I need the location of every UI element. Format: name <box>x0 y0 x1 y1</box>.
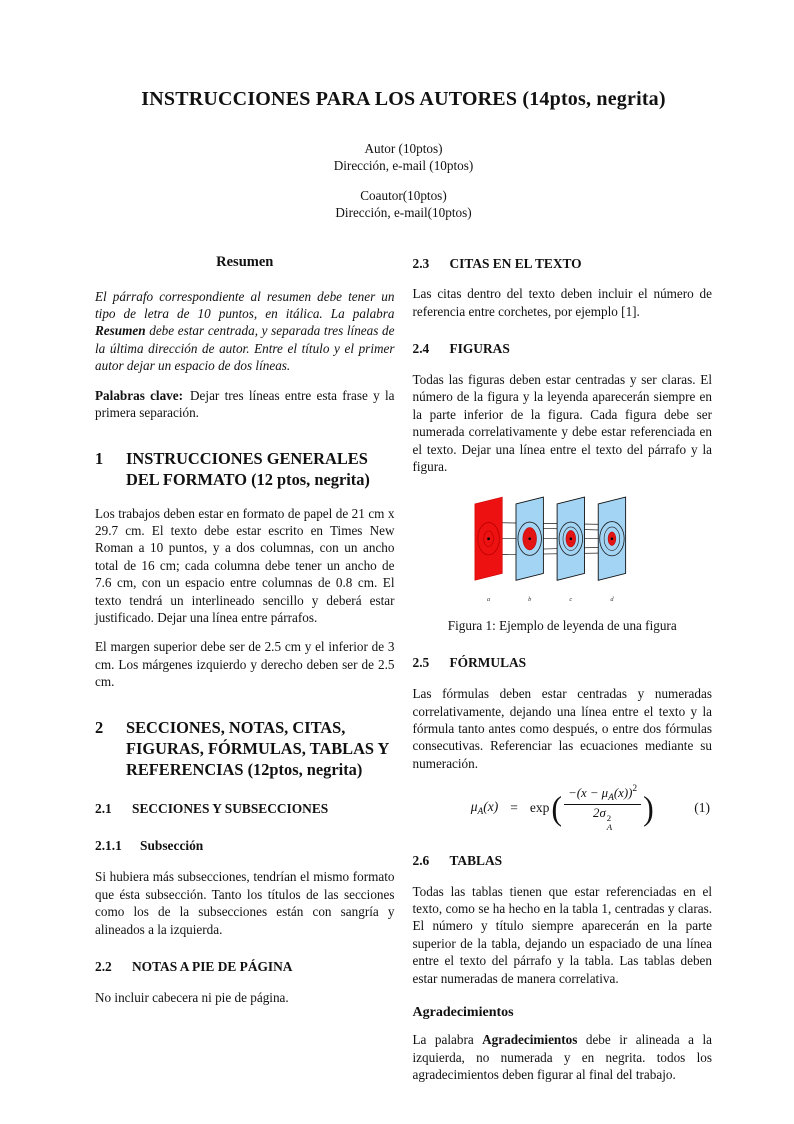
left-column <box>95 254 395 1096</box>
mu-symbol: μ <box>470 799 478 815</box>
mu-argument: (x) <box>483 799 499 815</box>
subsection-2-1-number: 2.1 <box>95 800 112 816</box>
subsection-2-1-heading <box>95 801 395 818</box>
author-block <box>95 141 712 222</box>
fraction-numerator <box>564 784 641 805</box>
numerator-exponent: 2 <box>632 784 638 795</box>
figure-1 <box>413 489 713 634</box>
ack-text-post: debe ir alineada a la izquierda, no numerada y en negrita. todos los agradecimientos deben figurar al final del trabajo. <box>412 1032 712 1083</box>
denominator-base: 2σ <box>593 806 606 821</box>
section-1-paragraph-1: Los trabajos deben estar en formato de papel de 21 cm x 29.7 cm. El texto debe estar escrito en Times New Roman a 10 puntos, y a dos columnas, con un ancho total de 16 cm; cada columna debe tener un ancho de 7.6 cm, con un espacio entre columnas de 0.8 cm. El texto tendrá un interlineado sencillo y deberá estar justificado. Dejar una línea entre párrafos. <box>95 505 395 626</box>
sigma-supsub <box>607 814 612 832</box>
subsection-2-3-paragraph: Las citas dentro del texto deben incluir el número de referencia entre corchetes, por ejemplo [1]. <box>412 286 712 319</box>
subsection-2-5-number: 2.5 <box>412 655 430 671</box>
ack-text-bold: Agradecimientos <box>482 1032 578 1048</box>
subsection-2-2-number: 2.2 <box>95 958 112 974</box>
subsection-2-2-title: NOTAS A PIE DE PÁGINA <box>132 958 293 974</box>
plane-b <box>516 498 543 581</box>
mu-subscript: A <box>477 807 484 818</box>
coauthor <box>95 188 712 222</box>
acknowledgements-paragraph <box>413 1031 713 1083</box>
subsection-2-2-heading <box>95 959 395 976</box>
figure-label-b: b <box>528 596 532 604</box>
subsection-2-3-number: 2.3 <box>412 255 430 271</box>
subsection-2-6-paragraph: Todas las tablas tienen que estar referenciadas en el texto, como se ha hecho en la tabla 1, centradas y claras. El número y título siempre aparecerán en la parte superior de la tabla, dejando un espaciado de una línea entre el texto del párrafo y la tabla. Las tablas deben estar numeradas de manera correlativa. <box>412 883 712 986</box>
subsection-2-5-title: FÓRMULAS <box>449 655 527 671</box>
acknowledgements-heading: Agradecimientos <box>412 1005 514 1021</box>
open-paren: ( <box>551 788 563 827</box>
keywords-label: Palabras clave: <box>95 387 184 403</box>
figure-label-a: a <box>487 596 491 604</box>
author-address: Dirección, e-mail (10ptos) <box>333 157 474 173</box>
subsection-2-1-1-paragraph: Si hubiera más subsecciones, tendrían el mismo formato que ésta subsección. Tanto los títulos de las secciones como los de la subsecciones están con sangría y alineados a la izquierda. <box>95 869 395 937</box>
abstract-text-bold: Resumen <box>95 323 146 339</box>
subsection-2-4-heading <box>413 341 713 358</box>
numerator-post: (x)) <box>613 786 633 801</box>
abstract-text-pre: El párrafo correspondiente al resumen debe tener un tipo de letra de 10 puntos, en itálica. La palabra <box>95 288 395 321</box>
subsection-2-6-title: TABLAS <box>449 852 503 868</box>
abstract-heading: Resumen <box>216 253 274 270</box>
subsection-2-5-heading <box>413 655 713 672</box>
close-paren: ) <box>643 788 654 827</box>
subsection-2-4-title: FIGURAS <box>449 341 510 357</box>
section-2-heading <box>95 717 395 780</box>
subsection-2-5-paragraph: Las fórmulas deben estar centradas y numeradas correlativamente, dejando una línea entre el texto y la fórmula tanto antes como después, o entre dos fórmulas consecutivas. Referenciar las ecuaciones mediante su numeración. <box>412 686 712 771</box>
plane-c <box>557 498 584 581</box>
sigma-subscript: A <box>606 822 613 833</box>
figure-label-c: c <box>569 596 573 604</box>
subsection-2-1-1-number: 2.1.1 <box>95 838 122 854</box>
numerator-pre: −(x − μ <box>568 786 609 801</box>
subsection-2-2-paragraph: No incluir cabecera ni pie de página. <box>95 989 289 1005</box>
equals-sign: = <box>510 800 518 816</box>
planes-diagram-image <box>469 489 655 607</box>
coauthor-address: Dirección, e-mail(10ptos) <box>335 204 472 220</box>
section-1-number: 1 <box>95 448 104 468</box>
author-name: Autor (10ptos) <box>364 141 443 156</box>
subsection-2-6-heading <box>413 853 713 870</box>
numerator-subscript: A <box>608 793 614 804</box>
two-column-body <box>95 254 712 1096</box>
exp-operator: exp <box>529 800 550 816</box>
ack-text-pre: La palabra <box>412 1032 483 1048</box>
fraction <box>564 784 641 832</box>
equation-lhs <box>471 799 499 817</box>
keywords-paragraph <box>95 387 395 422</box>
right-column <box>413 254 713 1096</box>
plane-a <box>475 498 502 581</box>
figure-label-d: d <box>610 596 614 604</box>
abstract-text-post: debe estar centrada, y separada tres líneas de la última dirección de autor. Entre el título y el primer autor dejar un espacio de dos líneas. <box>95 323 395 374</box>
section-2-number: 2 <box>95 717 104 737</box>
section-2-title: SECCIONES, NOTAS, CITAS, FIGURAS, FÓRMULAS, TABLAS Y REFERENCIAS (12ptos, negrita) <box>126 717 389 779</box>
subsection-2-4-paragraph: Todas las figuras deben estar centradas y ser claras. El número de la figura y la leyenda aparecerán siempre en la parte inferior de la figura. Cada figura debe ser numerada correlativamente y debe estar referenciada en el texto. Dejar una línea entre el texto del párrafo y la figura. <box>412 371 712 475</box>
sigma-exponent: 2 <box>606 813 612 824</box>
subsection-2-4-number: 2.4 <box>412 341 430 357</box>
author <box>95 141 712 175</box>
subsection-2-3-heading <box>413 256 713 273</box>
section-1-heading <box>95 448 395 490</box>
plane-d <box>598 498 625 581</box>
abstract-paragraph <box>95 288 395 375</box>
equation-number: (1) <box>694 800 710 816</box>
figure-1-caption: Figura 1: Ejemplo de leyenda de una figura <box>447 618 677 634</box>
keywords-text: Dejar tres líneas entre esta frase y la primera separación. <box>95 387 395 421</box>
section-1-title: INSTRUCCIONES GENERALES DEL FORMATO (12 ptos, negrita) <box>126 448 370 489</box>
page-title: INSTRUCCIONES PARA LOS AUTORES (14ptos, negrita) <box>141 88 666 110</box>
equation-1 <box>413 784 713 832</box>
subsection-2-1-1-title: Subsección <box>140 838 204 854</box>
fraction-denominator <box>593 805 612 832</box>
subsection-2-1-1-heading <box>95 838 395 855</box>
subsection-2-1-title: SECCIONES Y SUBSECCIONES <box>132 800 329 816</box>
subsection-2-3-title: CITAS EN EL TEXTO <box>449 255 582 271</box>
section-1-paragraph-2: El margen superior debe ser de 2.5 cm y el inferior de 3 cm. Los márgenes izquierdo y derecho deben ser de 2.5 cm. <box>95 639 395 690</box>
coauthor-name: Coautor(10ptos) <box>360 187 447 203</box>
subsection-2-6-number: 2.6 <box>412 852 430 868</box>
